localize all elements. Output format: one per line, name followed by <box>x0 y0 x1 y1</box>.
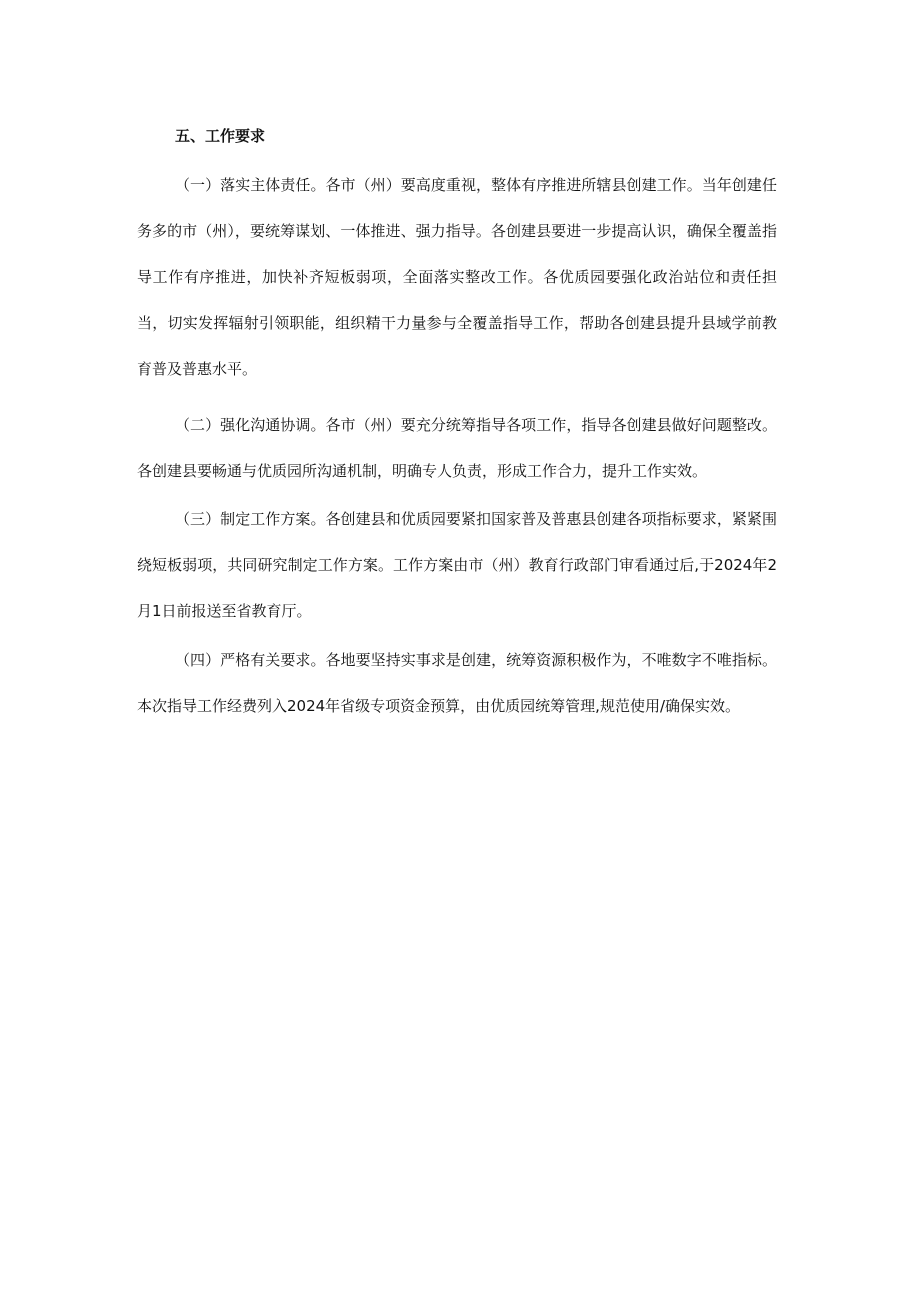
section-heading: 五、工作要求 <box>175 127 266 145</box>
paragraph-2: （二）强化沟通协调。各市（州）要充分统筹指导各项工作，指导各创建县做好问题整改。各创建县要畅通与优质园所沟通机制，明确专人负责，形成工作合力，提升工作实效。 <box>137 416 777 480</box>
paragraph-3: （三）制定工作方案。各创建县和优质园要紧扣国家普及普惠县创建各项指标要求，紧紧围绕短板弱项，共同研究制定工作方案。工作方案由市（州）教育行政部门审看通过后,于2024年2月1日前报送至省教育厅。 <box>137 510 777 620</box>
paragraph-4: （四）严格有关要求。各地要坚持实事求是创建，统筹资源积极作为，不唯数字不唯指标。本次指导工作经费列入2024年省级专项资金预算，由优质园统筹管理,规范使用/确保实效。 <box>137 651 777 715</box>
paragraph-1: （一）落实主体责任。各市（州）要高度重视，整体有序推进所辖县创建工作。当年创建任务多的市（州），要统筹谋划、一体推进、强力指导。各创建县要进一步提高认识，确保全覆盖指导工作有序推进，加快补齐短板弱项，全面落实整改工作。各优质园要强化政治站位和责任担当，切实发挥辐射引领职能，组织精干力量参与全覆盖指导工作，帮助各创建县提升县域学前教育普及普惠水平。 <box>137 176 777 378</box>
